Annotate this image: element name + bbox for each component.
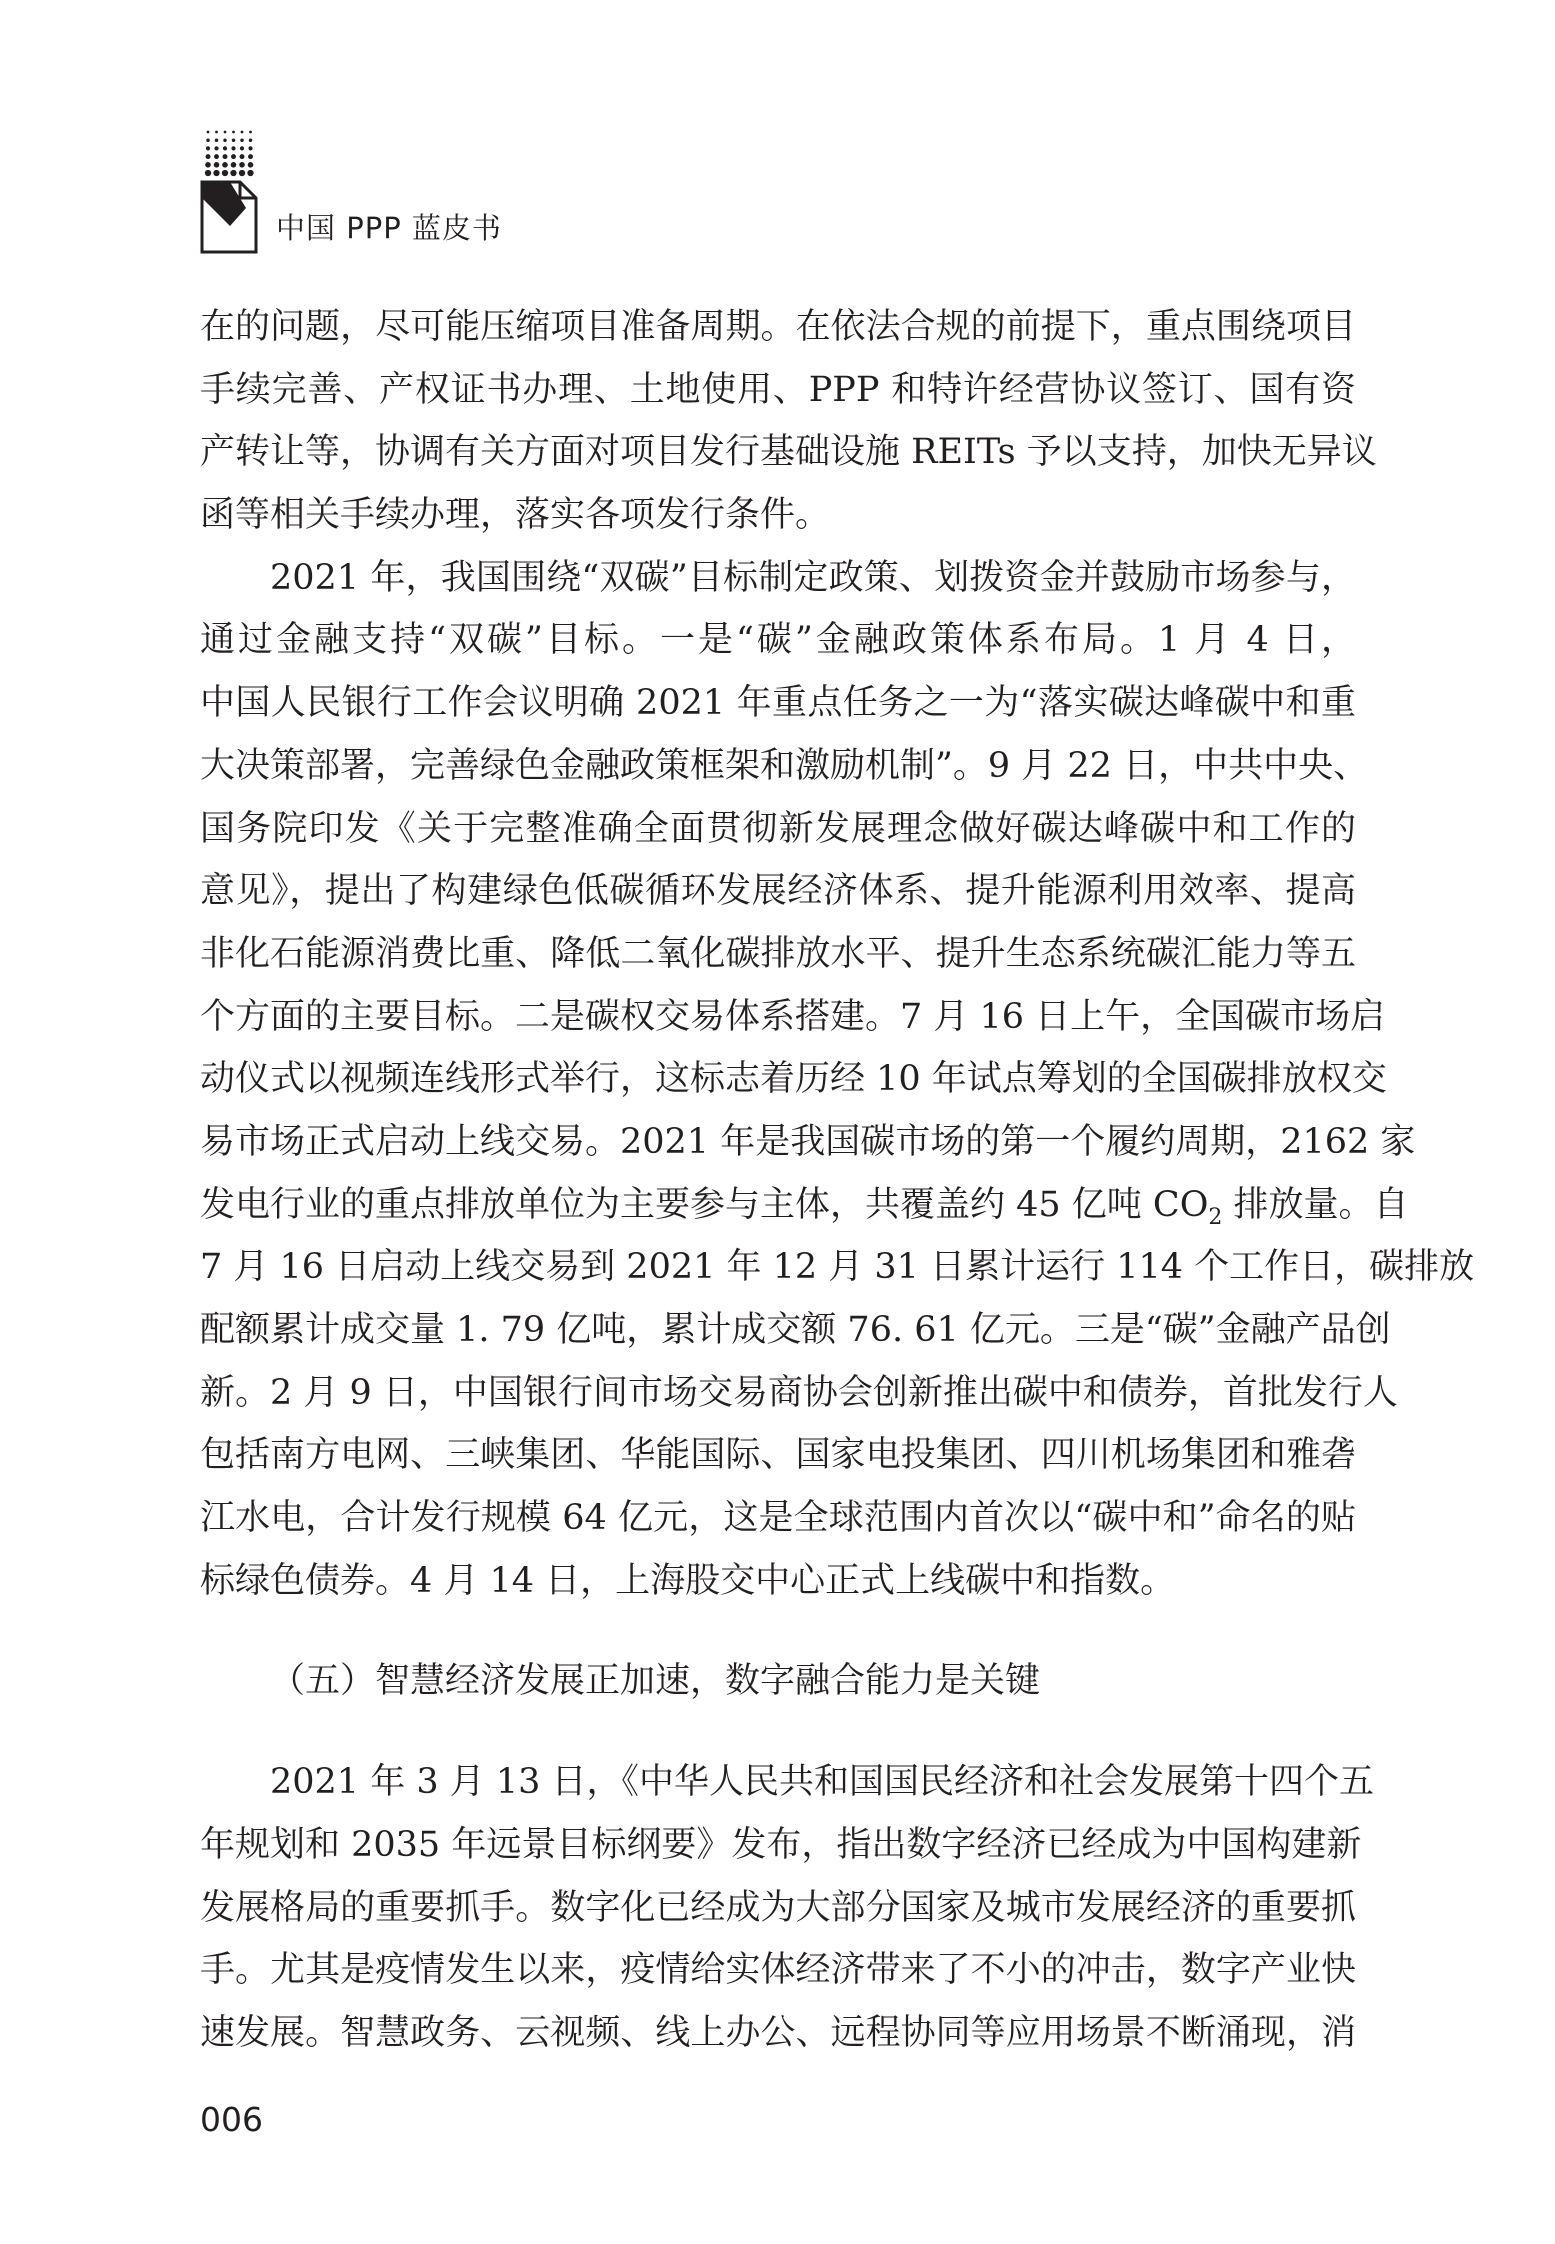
running-header [200, 128, 800, 258]
text-line: 2021 年 3 月 13 日，《中华人民共和国国民经济和社会发展第十四个五 [270, 1762, 1375, 1803]
text-line: 新。2 月 9 日，中国银行间市场交易商协会创新推出碳中和债券，首批发行人 [200, 1372, 1398, 1413]
text-line: 函等相关手续办理，落实各项发行条件。 [200, 495, 831, 536]
co2-line-after: 排放量。自 [1222, 1184, 1409, 1225]
text-line: 产转让等，协调有关方面对项目发行基础设施 REITs 予以支持，加快无异议 [200, 432, 1377, 473]
text-line: 标绿色债券。4 月 14 日，上海股交中心正式上线碳中和指数。 [200, 1560, 1176, 1601]
text-line: 中国人民银行工作会议明确 2021 年重点任务之一为“落实碳达峰碳中和重 [200, 683, 1356, 724]
text-line: 通过金融支持“双碳”目标。一是“碳”金融政策体系布局。1 月 4 日， [200, 620, 1356, 661]
text-line: 手续完善、产权证书办理、土地使用、PPP 和特许经营协议签订、国有资 [200, 369, 1356, 410]
text-line: 7 月 16 日启动上线交易到 2021 年 12 月 31 日累计运行 114 个工作日，碳排放 [200, 1247, 1475, 1288]
text-line: 大决策部署，完善绿色金融政策框架和激励机制”。9 月 22 日，中共中央、 [200, 745, 1369, 786]
text-line: 2021 年，我国围绕“双碳”目标制定政策、划拨资金并鼓励市场参与， [270, 557, 1356, 598]
section-heading: （五）智慧经济发展正加速，数字融合能力是关键 [270, 1661, 1041, 1702]
dot-grid-icon [204, 128, 256, 178]
text-line: 年规划和 2035 年远景目标纲要》发布，指出数字经济已经成为中国构建新 [200, 1824, 1362, 1865]
book-title: 中国 PPP 蓝皮书 [276, 211, 502, 245]
text-line: 在的问题，尽可能压缩项目准备周期。在依法合规的前提下，重点围绕项目 [200, 307, 1356, 347]
text-line: 意见》，提出了构建绿色低碳循环发展经济体系、提升能源利用效率、提高 [200, 871, 1356, 912]
text-line: 江水电，合计发行规模 64 亿元，这是全球范围内首次以“碳中和”命名的贴 [200, 1498, 1356, 1539]
text-line: 速发展。智慧政务、云视频、线上办公、远程协同等应用场景不断涌现，消 [200, 2012, 1356, 2053]
text-line: 手。尤其是疫情发生以来，疫情给实体经济带来了不小的冲击，数字产业快 [200, 1950, 1356, 1991]
paragraph-1 [200, 296, 1377, 547]
text-line: 发展格局的重要抓手。数字化已经成为大部分国家及城市发展经济的重要抓 [200, 1887, 1356, 1928]
body-text [200, 296, 1475, 2065]
text-line: 个方面的主要目标。二是碳权交易体系搭建。7 月 16 日上午，全国碳市场启 [200, 996, 1386, 1037]
co2-subscript: 2 [1208, 1204, 1223, 1230]
text-line: 包括南方电网、三峡集团、华能国际、国家电投集团、四川机场集团和雅砻 [200, 1435, 1356, 1476]
text-line-co2 [200, 1174, 1409, 1237]
paragraph-3 [200, 1751, 1375, 2064]
text-line: 非化石能源消费比重、降低二氧化碳排放水平、提升生态系统碳汇能力等五 [200, 933, 1356, 974]
book-corner-icon [200, 180, 258, 254]
page-number: 006 [200, 2100, 263, 2139]
text-line: 易市场正式启动上线交易。2021 年是我国碳市场的第一个履约周期，2162 家 [200, 1121, 1416, 1162]
text-line: 国务院印发《关于完整准确全面贯彻新发展理念做好碳达峰碳中和工作的 [200, 808, 1356, 849]
text-line: 动仪式以视频连线形式举行，这标志着历经 10 年试点筹划的全国碳排放权交 [200, 1059, 1387, 1100]
paragraph-2 [200, 547, 1475, 1613]
text-line: 配额累计成交量 1. 79 亿吨，累计成交额 76. 61 亿元。三是“碳”金融产品创 [200, 1310, 1391, 1350]
co2-line-before: 发电行业的重点排放单位为主要参与主体，共覆盖约 45 亿吨 CO [200, 1184, 1209, 1225]
